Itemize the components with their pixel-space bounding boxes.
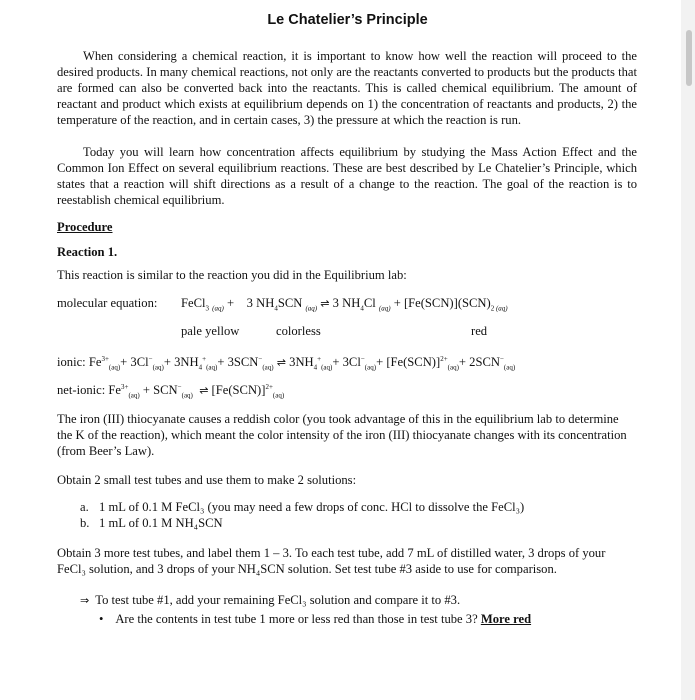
question-text: Are the contents in test tube 1 more or less red than those in test tube 3?	[115, 612, 478, 626]
obtain-text: Obtain 2 small test tubes and use them to make 2 solutions:	[57, 473, 357, 487]
similar-text: This reaction is similar to the reaction you did in the Equilibrium lab:	[57, 268, 407, 282]
scrollbar-track[interactable]	[681, 0, 695, 700]
list-item-b: 1 mL of 0.1 M NH₄SCN	[99, 516, 223, 530]
arrow-right-icon: ⇒	[80, 594, 90, 607]
intro-paragraph-2: Today you will learn how concentration affects equilibrium by studying the Mass Action Effect and the Common Ion Effect on several equilibrium reactions. These are best described by Le Chatelier’s Principle, which states that a reaction will shift directions as a result of a change to the reaction. The goal of the reaction is to reestablish chemical equilibrium.	[57, 145, 637, 208]
iron-paragraph: The iron (III) thiocyanate causes a reddish color (you took advantage of this in the equilibrium lab to determine the K of the reaction), which meant the color intensity of the iron (III) thiocyanate changes with its concentration (from Beer’s Law).	[57, 412, 627, 459]
procedure-heading: Procedure	[57, 220, 113, 234]
answer-text: More red	[480, 612, 532, 626]
color-red: red	[471, 324, 488, 338]
bullet-icon: •	[99, 612, 104, 626]
ionic-label: ionic:	[57, 355, 86, 369]
molecular-equation: FeCl$_3$ $_{(aq)}$ + 3 $NH_4SCN$ $_{(aq)}$ ⇌ 3 $NH_4Cl$ $_{(aq)} + [Fe(SCN)](SCN)_{2 (aq)}$	[181, 296, 508, 313]
color-colorless: colorless	[276, 324, 321, 338]
color-pale-yellow: pale yellow	[181, 324, 240, 338]
intro-paragraph-1: When considering a chemical reaction, it is important to know how well the reaction will proceed to the desired products. In many chemical reactions, not only are the reactants converted to products but the products that are formed can also be converted back into the reactants. This is called chemical equilibrium. The amount of reactant and product which exists at equilibrium depends on 1) the concentration of reactants and products, 2) the temperature of the reaction, and in certain cases, 3) the pressure at which the reaction is run.	[57, 49, 637, 128]
molecular-label: molecular equation:	[57, 296, 158, 310]
list-item-b-marker: b.	[80, 516, 90, 530]
ionic-equation: ionic: $Fe^{3+}_{(aq)}+ 3Cl^-_{(aq)}+ 3NH_4^+_{(aq)}+ 3SCN^-_{(aq)}$ ⇌ $3NH_4^+_{(aq)}+ 3Cl^-_{(aq)}+ [Fe(SCN)]^{2+}_{(aq)}+ 2SCN^-_{(aq)}$	[57, 354, 516, 372]
obtain3-paragraph: Obtain 3 more test tubes, and label them 1 – 3. To each test tube, add 7 mL of distilled water, 3 drops of your FeCl₃ solution, and 3 drops of your NH₄SCN solution. Set test tube #3 aside to use for comparison.	[57, 546, 606, 577]
page-title: Le Chatelier’s Principle	[267, 12, 428, 28]
net-ionic-equation: net-ionic: $Fe^{3+}_{(aq)} + SCN^-_{(aq)}$ ⇌ $[Fe(SCN)]^{2+}_{(aq)}$	[57, 382, 285, 400]
net-ionic-label: net-ionic:	[57, 383, 106, 397]
step-1-text: To test tube #1, add your remaining FeCl₃ solution and compare it to #3.	[95, 593, 461, 607]
list-item-a: 1 mL of 0.1 M FeCl₃ (you may need a few drops of conc. HCl to dissolve the FeCl₃)	[99, 500, 525, 514]
reaction-heading: Reaction 1.	[57, 245, 118, 259]
list-item-a-marker: a.	[80, 500, 89, 514]
step-1	[80, 593, 460, 608]
scrollbar-thumb[interactable]	[686, 30, 692, 86]
question-line	[99, 612, 531, 627]
